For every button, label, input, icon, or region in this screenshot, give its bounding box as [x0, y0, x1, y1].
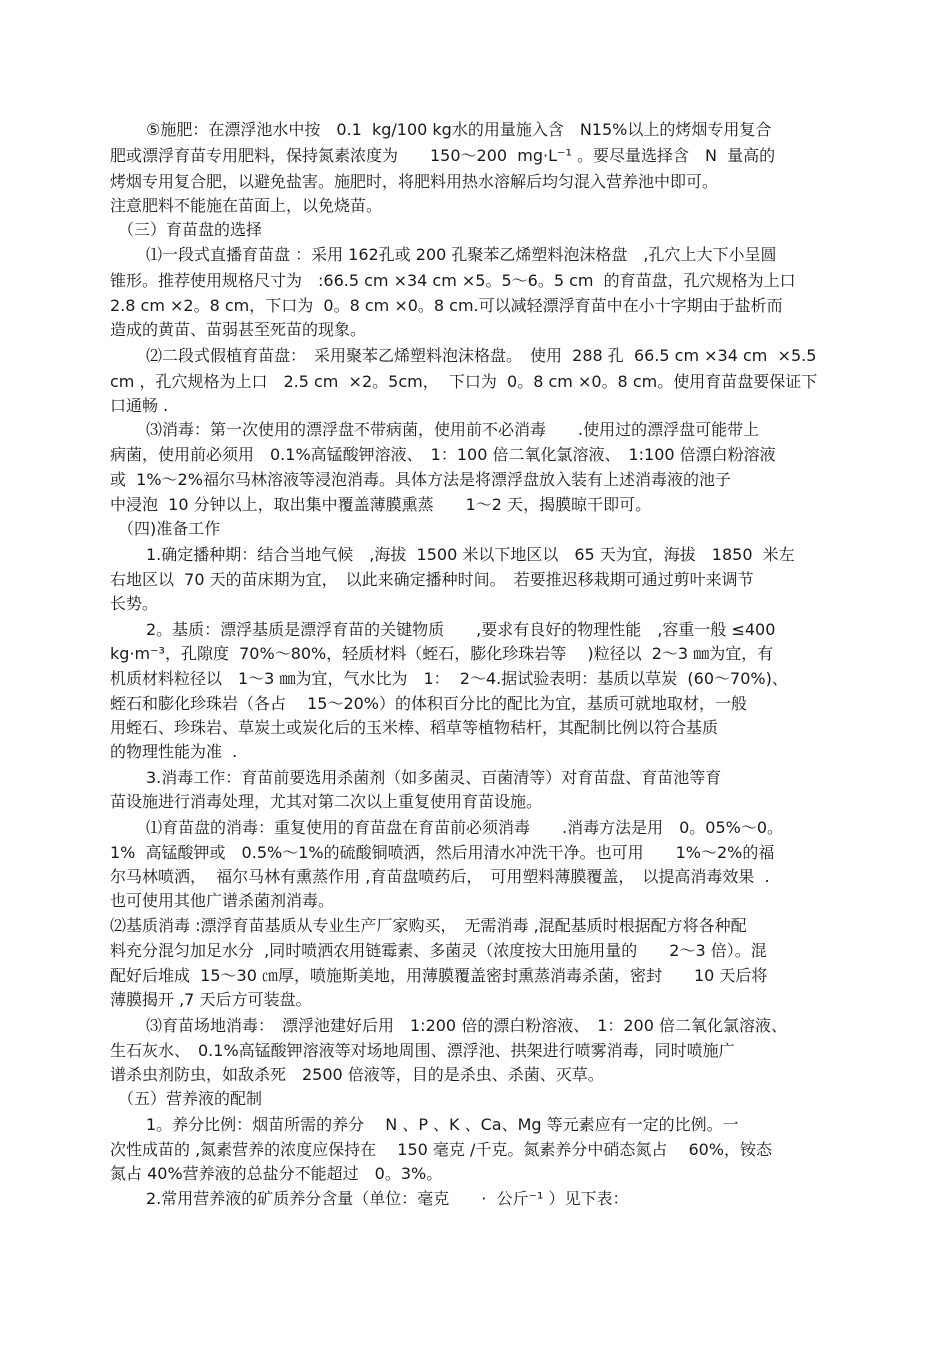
- text-line: 烤烟专用复合肥，以避免盐害。施肥时，将肥料用热水溶解后均匀混入营养池中即可。: [110, 172, 719, 191]
- text-line: 2.8 cm ×2。8 cm，下口为 0。8 cm ×0。8 cm.可以减轻漂浮育苗中在小十字期由于盐析而: [110, 296, 783, 315]
- section-heading: （三）育苗盘的选择: [118, 220, 263, 239]
- text-line: 谱杀虫剂防虫，如敌杀死 2500 倍液等，目的是杀虫、杀菌、灭草。: [110, 1065, 604, 1084]
- text-line: 或 1%～2%福尔马林溶液等浸泡消毒。具体方法是将漂浮盘放入装有上述消毒液的池子: [110, 470, 731, 489]
- text-line: 氮占 40%营养液的总盐分不能超过 0。3%。: [110, 1164, 443, 1183]
- text-line: 机质材料粒径以 1～3 ㎜为宜，气水比为 1： 2～4.据试验表明：基质以草炭 (60～70%)、: [110, 669, 788, 688]
- text-line: 注意肥料不能施在苗面上，以免烧苗。: [110, 196, 383, 215]
- text-line: 锥形。推荐使用规格尺寸为 :66.5 cm ×34 cm ×5。5～6。5 cm 的育苗盘，孔穴规格为上口: [110, 271, 796, 290]
- text-line: ⑵二段式假植育苗盘： 采用聚苯乙烯塑料泡沫格盘。 使用 288 孔 66.5 cm ×34 cm ×5.5: [146, 346, 817, 365]
- text-line: ⑴育苗盘的消毒：重复使用的育苗盘在育苗前必须消毒 .消毒方法是用 0。05%～0。: [146, 818, 784, 837]
- text-line: 薄膜揭开 ,7 天后方可装盘。: [110, 990, 312, 1009]
- text-line: ⑶育苗场地消毒： 漂浮池建好后用 1:200 倍的漂白粉溶液、 1：200 倍二氧化氯溶液、: [146, 1016, 788, 1035]
- text-line: kg·m⁻³，孔隙度 70%～80%，轻质材料（蛭石，膨化珍珠岩等 )粒径以 2～3 ㎜为宜，有: [110, 644, 774, 663]
- text-line: cm ，孔穴规格为上口 2.5 cm ×2。5cm， 下口为 0。8 cm ×0。8 cm。使用育苗盘要保证下: [110, 372, 818, 391]
- text-line: 生石灰水、 0.1%高锰酸钾溶液等对场地周围、漂浮池、拱架进行喷雾消毒，同时喷施广: [110, 1041, 735, 1060]
- text-line: 3.消毒工作：育苗前要选用杀菌剂（如多菌灵、百菌清等）对育苗盘、育苗池等育: [146, 768, 722, 787]
- text-line: 造成的黄苗、苗弱甚至死苗的现象。: [110, 320, 367, 339]
- text-line: ⑤施肥：在漂浮池水中按 0.1 kg/100 kg水的用量施入含 N15%以上的烤烟专用复合: [146, 120, 772, 139]
- text-line: 中浸泡 10 分钟以上，取出集中覆盖薄膜熏蒸 1～2 天，揭膜晾干即可。: [110, 495, 652, 514]
- text-line: 尔马林喷洒， 福尔马林有熏蒸作用 ,育苗盘喷药后， 可用塑料薄膜覆盖， 以提高消毒效果 .: [110, 867, 770, 886]
- text-line: 右地区以 70 天的苗床期为宜， 以此来确定播种时间。 若要推迟移栽期可通过剪叶来调节: [110, 570, 754, 589]
- text-line: 苗设施进行消毒处理，尤其对第二次以上重复使用育苗设施。: [110, 792, 543, 811]
- text-line: 1% 高锰酸钾或 0.5%～1%的硫酸铜喷洒，然后用清水冲洗干净。也可用 1%～2%的福: [110, 843, 775, 862]
- text-line: ⑴一段式直播育苗盘 ：采用 162孔或 200 孔聚苯乙烯塑料泡沫格盘 ,孔穴上大下小呈圆: [146, 245, 777, 264]
- text-line: 用蛭石、珍珠岩、草炭土或炭化后的玉米棒、稻草等植物秸杆，其配制比例以符合基质: [110, 718, 719, 737]
- text-line: 次性成苗的 ,氮素营养的浓度应保持在 150 毫克 /千克。氮素养分中硝态氮占 60%，铵态: [110, 1140, 773, 1159]
- text-line: 也可使用其他广谱杀菌剂消毒。: [110, 891, 335, 910]
- text-line: 1。养分比例：烟苗所需的养分 N 、P 、K 、Ca、Mg 等元素应有一定的比例。一: [146, 1115, 739, 1134]
- text-line: ⑵基质消毒 :漂浮育苗基质从专业生产厂家购买， 无需消毒 ,混配基质时根据配方将各种配: [110, 916, 747, 935]
- text-line: 配好后堆成 15～30 ㎝厚，喷施斯美地，用薄膜覆盖密封熏蒸消毒杀菌，密封 10 天后将: [110, 966, 768, 985]
- text-line: 蛭石和膨化珍珠岩（各占 15～20%）的体积百分比的配比为宜，基质可就地取材，一般: [110, 694, 748, 713]
- text-line: 口通畅 .: [110, 396, 169, 415]
- section-heading: （五）营养液的配制: [118, 1089, 263, 1108]
- section-heading: （四)准备工作: [118, 519, 221, 538]
- text-line: ⑶消毒：第一次使用的漂浮盘不带病菌，使用前不必消毒 .使用过的漂浮盘可能带上: [146, 420, 760, 439]
- text-line: 2。基质：漂浮基质是漂浮育苗的关键物质 ,要求有良好的物理性能 ,容重一般 ≤400: [146, 620, 776, 639]
- text-line: 长势。: [110, 594, 159, 613]
- text-line: 2.常用营养液的矿质养分含量（单位：毫克 · 公斤⁻¹ ）见下表：: [146, 1189, 629, 1208]
- text-line: 料充分混匀加足水分 ,同时喷洒农用链霉素、多菌灵（浓度按大田施用量的 2～3 倍）。混: [110, 941, 767, 960]
- text-line: 1.确定播种期：结合当地气候 ,海拔 1500 米以下地区以 65 天为宜，海拔 1850 米左: [146, 545, 795, 564]
- text-line: 病菌，使用前必须用 0.1%高锰酸钾溶液、 1：100 倍二氧化氯溶液、 1:100 倍漂白粉溶液: [110, 445, 776, 464]
- text-line: 肥或漂浮育苗专用肥料，保持氮素浓度为 150～200 mg·L⁻¹ 。要尽量选择含 N 量高的: [110, 146, 776, 165]
- text-line: 的物理性能为准 .: [110, 742, 238, 761]
